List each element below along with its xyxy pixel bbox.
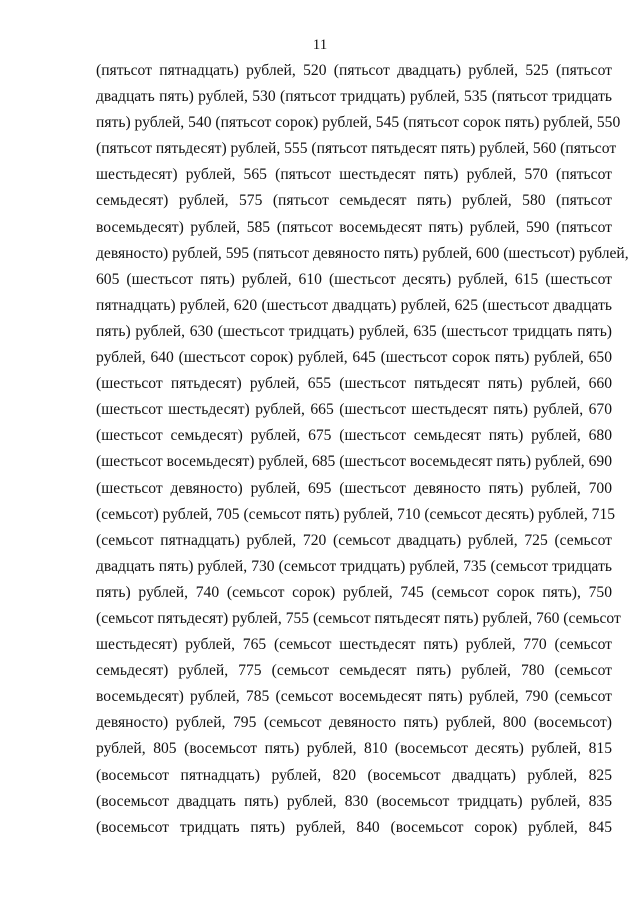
text-line: пять) рублей, 740 (семьсот сорок) рублей, 745 (семьсот сорок пять), 750 <box>96 583 612 601</box>
text-line: семьдесят) рублей, 575 (пятьсот семьдесят пять) рублей, 580 (пятьсот <box>96 192 612 210</box>
text-line: рублей, 640 (шестьсот сорок) рублей, 645 (шестьсот сорок пять) рублей, 650 <box>96 349 612 367</box>
text-line: (семьсот) рублей, 705 (семьсот пять) рублей, 710 (семьсот десять) рублей, 715 <box>96 505 616 523</box>
text-line: двадцать пять) рублей, 730 (семьсот тридцать) рублей, 735 (семьсот тридцать <box>96 557 612 575</box>
text-line: 605 (шестьсот пять) рублей, 610 (шестьсот десять) рублей, 615 (шестьсот <box>96 270 612 288</box>
text-line: (восемьсот пятнадцать) рублей, 820 (восемьсот двадцать) рублей, 825 <box>96 766 612 784</box>
text-line: (пятьсот пятьдесят) рублей, 555 (пятьсот пятьдесят пять) рублей, 560 (пятьсот <box>96 140 617 158</box>
text-line: пять) рублей, 540 (пятьсот сорок) рублей, 545 (пятьсот сорок пять) рублей, 550 <box>96 114 621 132</box>
text-line: восемьдесят) рублей, 785 (семьсот восемьдесят пять) рублей, 790 (семьсот <box>96 688 612 706</box>
text-line: восемьдесят) рублей, 585 (пятьсот восемьдесят пять) рублей, 590 (пятьсот <box>96 218 612 236</box>
body-text <box>96 58 629 841</box>
text-line: пятнадцать) рублей, 620 (шестьсот двадцать) рублей, 625 (шестьсот двадцать <box>96 296 612 314</box>
text-line: (шестьсот восемьдесят) рублей, 685 (шестьсот восемьдесят пять) рублей, 690 <box>96 453 612 471</box>
text-line: шестьдесят) рублей, 765 (семьсот шестьдесят пять) рублей, 770 (семьсот <box>96 636 612 654</box>
text-line: (восемьсот тридцать пять) рублей, 840 (восемьсот сорок) рублей, 845 <box>96 818 612 836</box>
text-line: (семьсот пятьдесят) рублей, 755 (семьсот пятьдесят пять) рублей, 760 (семьсот <box>96 609 621 627</box>
text-line: (шестьсот семьдесят) рублей, 675 (шестьсот семьдесят пять) рублей, 680 <box>96 427 612 445</box>
text-line: (пятьсот пятнадцать) рублей, 520 (пятьсот двадцать) рублей, 525 (пятьсот <box>96 62 612 79</box>
text-line: (шестьсот девяносто) рублей, 695 (шестьсот девяносто пять) рублей, 700 <box>96 479 612 497</box>
text-line: (шестьсот пятьдесят) рублей, 655 (шестьсот пятьдесят пять) рублей, 660 <box>96 375 612 393</box>
text-line: семьдесят) рублей, 775 (семьсот семьдесят пять) рублей, 780 (семьсот <box>96 662 612 680</box>
text-line: двадцать пять) рублей, 530 (пятьсот тридцать) рублей, 535 (пятьсот тридцать <box>96 88 612 106</box>
text-line: (восемьсот двадцать пять) рублей, 830 (восемьсот тридцать) рублей, 835 <box>96 792 612 810</box>
text-line: девяносто) рублей, 795 (семьсот девяносто пять) рублей, 800 (восемьсот) <box>96 714 612 732</box>
page-number: 11 <box>312 37 328 53</box>
text-line: (шестьсот шестьдесят) рублей, 665 (шестьсот шестьдесят пять) рублей, 670 <box>96 401 612 419</box>
text-line: девяносто) рублей, 595 (пятьсот девяносто пять) рублей, 600 (шестьсот) рублей, <box>96 244 629 262</box>
text-line: пять) рублей, 630 (шестьсот тридцать) рублей, 635 (шестьсот тридцать пять) <box>96 322 612 340</box>
text-line: шестьдесят) рублей, 565 (пятьсот шестьдесят пять) рублей, 570 (пятьсот <box>96 166 612 184</box>
text-line: (семьсот пятнадцать) рублей, 720 (семьсот двадцать) рублей, 725 (семьсот <box>96 531 612 549</box>
text-line: рублей, 805 (восемьсот пять) рублей, 810 (восемьсот десять) рублей, 815 <box>96 740 612 758</box>
